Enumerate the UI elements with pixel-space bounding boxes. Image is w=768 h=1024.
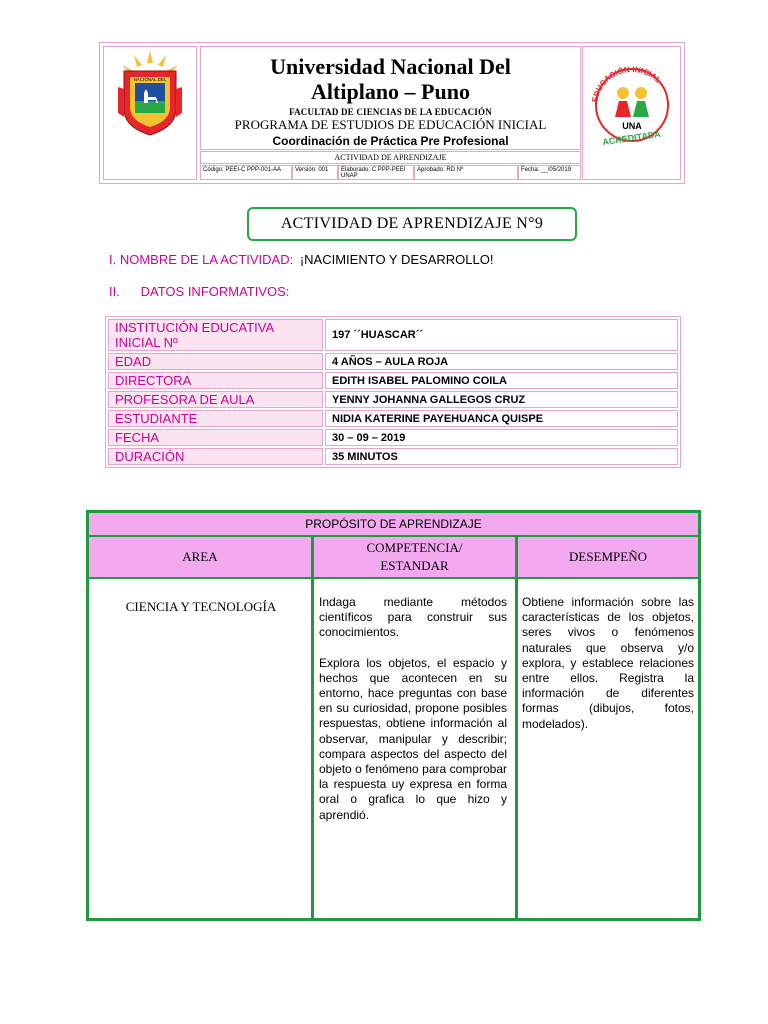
activity-label: ACTIVIDAD DE APRENDIZAJE bbox=[200, 151, 581, 164]
table-row bbox=[108, 319, 678, 351]
document-meta-row bbox=[200, 165, 581, 180]
table-row bbox=[108, 448, 678, 465]
meta-prepared: Elaborado: C PPP-PEEI UNAP bbox=[338, 165, 414, 180]
coordination-name: Coordinación de Práctica Pre Profesional bbox=[272, 134, 509, 148]
purpose-table bbox=[86, 510, 701, 921]
estandar-text: Explora los objetos, el espacio y hechos que acontecen en su entorno, hace preguntas con base en su curiosidad, propone posibles respuestas, obtiene información al observar, manipular y describir; compara aspectos del aspecto del objeto o fenómeno para comprobar la respuesta uy expresa en forma oral o grafica lo que hizo y aprendió. bbox=[319, 655, 507, 822]
university-crest-icon bbox=[104, 47, 196, 179]
seal-name: UNA bbox=[622, 121, 642, 131]
competencia-text: Indaga mediante métodos científicos para construir sus conocimientos. bbox=[319, 595, 507, 640]
info-section-number: II. bbox=[109, 284, 120, 299]
info-label: EDAD bbox=[108, 353, 323, 370]
column-header-competencia bbox=[314, 537, 515, 579]
activity-title: ACTIVIDAD DE APRENDIZAJE N°9 bbox=[247, 207, 577, 241]
column-divider bbox=[311, 537, 314, 918]
desempeno-text: Obtiene información sobre las características de los objetos, seres vivos o fenómenos naturales que observa y/o explora, y establece relaciones entre ellos. Registra la información de diferentes formas (dibujos, fotos, modelados). bbox=[522, 595, 694, 731]
column-header-competencia-line2: ESTANDAR bbox=[380, 558, 449, 573]
seal-tag: ACREDITADA bbox=[601, 128, 662, 148]
document-header bbox=[99, 42, 685, 184]
program-logo-cell bbox=[582, 46, 681, 180]
info-value: 35 MINUTOS bbox=[325, 448, 678, 465]
seal-arc-text: EDUCACIÓN INICIAL bbox=[590, 64, 663, 104]
info-value: NIDIA KATERINE PAYEHUANCA QUISPE bbox=[325, 410, 678, 427]
info-value: 197 ´´HUASCAR´´ bbox=[325, 319, 678, 351]
info-label: FECHA bbox=[108, 429, 323, 446]
table-row bbox=[108, 429, 678, 446]
info-table bbox=[105, 316, 681, 468]
header-title-block bbox=[200, 46, 581, 150]
area-cell: CIENCIA Y TECNOLOGÍA bbox=[125, 599, 277, 614]
info-label: DIRECTORA bbox=[108, 372, 323, 389]
column-header-area: AREA bbox=[89, 537, 311, 579]
info-value: YENNY JOHANNA GALLEGOS CRUZ bbox=[325, 391, 678, 408]
table-row bbox=[108, 353, 678, 370]
meta-version: Versión: 001 bbox=[292, 165, 338, 180]
activity-name-line bbox=[109, 252, 493, 267]
university-name-line1: Universidad Nacional Del bbox=[270, 54, 511, 79]
faculty-name: FACULTAD DE CIENCIAS DE LA EDUCACIÓN bbox=[289, 107, 492, 117]
info-label: ESTUDIANTE bbox=[108, 410, 323, 427]
column-header-desempeno: DESEMPEÑO bbox=[518, 537, 698, 579]
info-label: PROFESORA DE AULA bbox=[108, 391, 323, 408]
table-row bbox=[108, 410, 678, 427]
purpose-heading: PROPÓSITO DE APRENDIZAJE bbox=[89, 513, 698, 537]
program-name: PROGRAMA DE ESTUDIOS DE EDUCACIÓN INICIAL bbox=[234, 117, 547, 132]
info-label: INSTITUCIÓN EDUCATIVA INICIAL Nº bbox=[108, 319, 323, 351]
column-divider bbox=[515, 537, 518, 918]
competencia-cell bbox=[319, 595, 507, 838]
info-section-heading bbox=[109, 284, 289, 299]
university-logo-cell bbox=[103, 46, 197, 180]
university-name bbox=[201, 54, 580, 104]
meta-code: Código: PEEI-C PPP-001-AA bbox=[200, 165, 292, 180]
desempeno-cell bbox=[522, 595, 694, 747]
column-header-competencia-line1: COMPETENCIA/ bbox=[366, 540, 463, 555]
info-value: EDITH ISABEL PALOMINO COILA bbox=[325, 372, 678, 389]
crest-text: NACIONAL DEL bbox=[133, 77, 167, 82]
info-value: 30 – 09 – 2019 bbox=[325, 429, 678, 446]
activity-name-label: I. NOMBRE DE LA ACTIVIDAD: bbox=[109, 252, 294, 267]
meta-approved: Aprobado: RD Nº bbox=[414, 165, 518, 180]
activity-name-value: ¡NACIMIENTO Y DESARROLLO! bbox=[299, 252, 494, 267]
table-row bbox=[108, 372, 678, 389]
table-row bbox=[108, 391, 678, 408]
info-section-label: DATOS INFORMATIVOS: bbox=[140, 284, 290, 299]
info-label: DURACIÓN bbox=[108, 448, 323, 465]
university-name-line2: Altiplano – Puno bbox=[311, 79, 470, 104]
info-value: 4 AÑOS – AULA ROJA bbox=[325, 353, 678, 370]
meta-date: Fecha: __/05/2019 bbox=[518, 165, 581, 180]
education-seal-icon bbox=[583, 47, 680, 179]
